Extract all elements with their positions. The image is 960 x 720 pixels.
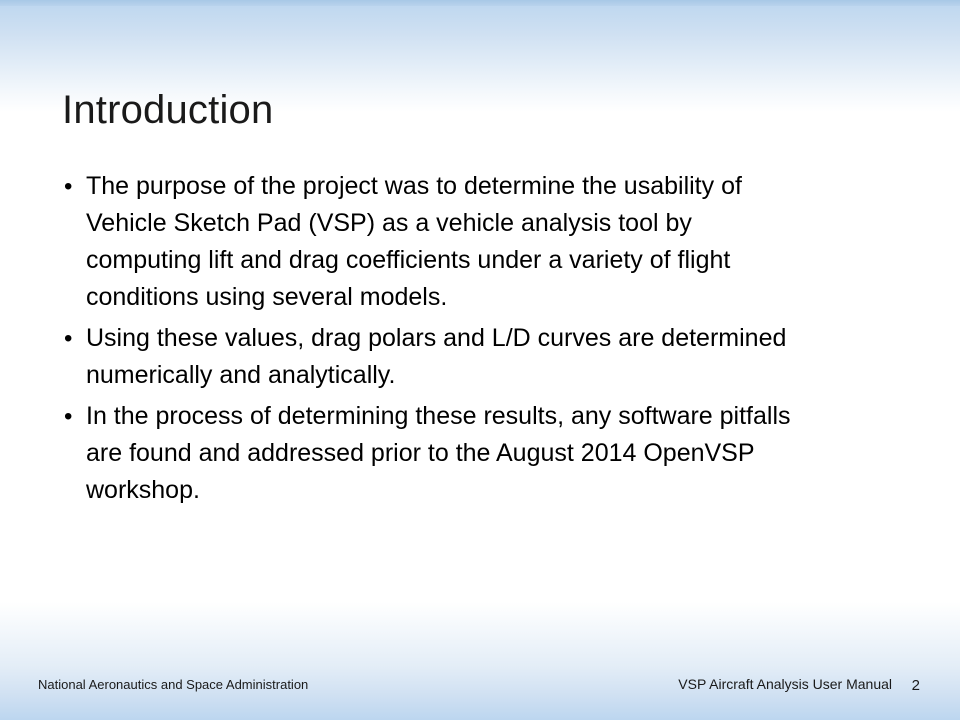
bullet-icon: • xyxy=(64,173,73,200)
page-number: 2 xyxy=(911,677,920,694)
bullet-icon: • xyxy=(64,325,73,352)
list-item xyxy=(56,168,796,316)
list-item xyxy=(56,320,796,394)
bullet-list xyxy=(56,168,796,513)
list-item xyxy=(56,398,796,509)
list-item-text: In the process of determining these results, any software pitfalls are found and addressed prior to the August 2014 OpenVSP workshop. xyxy=(86,402,791,504)
list-item-text: The purpose of the project was to determine the usability of Vehicle Sketch Pad (VSP) as a vehicle analysis tool by computing lift and drag coefficients under a variety of flight conditions using several models. xyxy=(86,172,742,311)
footer-organization: National Aeronautics and Space Administration xyxy=(38,677,309,692)
list-item-text: Using these values, drag polars and L/D curves are determined numerically and analytically. xyxy=(86,324,787,389)
bullet-icon: • xyxy=(64,403,73,430)
page-title: Introduction xyxy=(62,88,274,132)
top-band-edge xyxy=(0,0,960,6)
bottom-decorative-band xyxy=(0,602,960,720)
footer-document-title: VSP Aircraft Analysis User Manual xyxy=(678,676,892,692)
